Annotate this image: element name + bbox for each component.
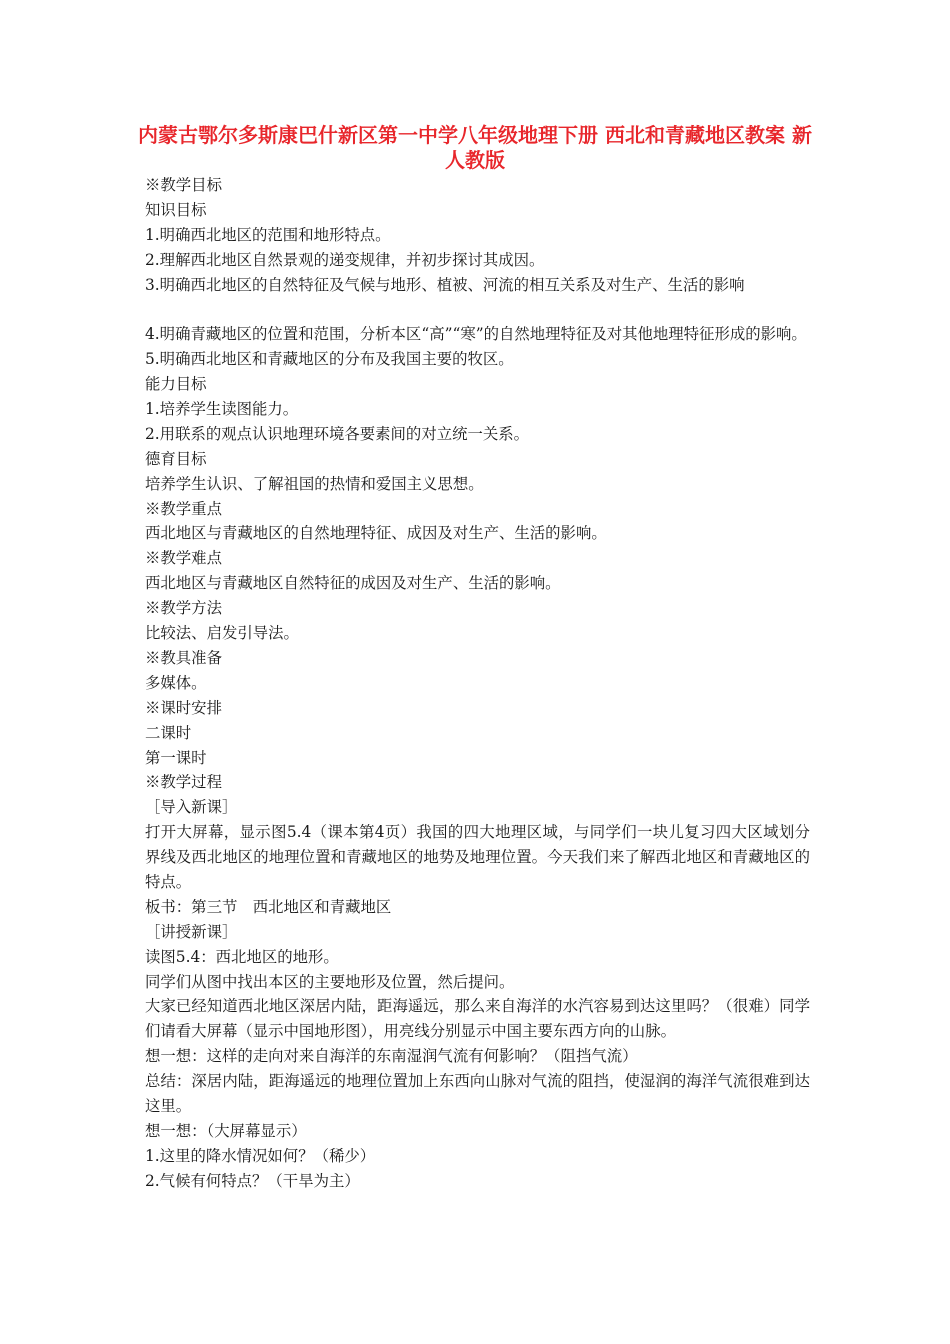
text-line: 1.明确西北地区的范围和地形特点。 [145,225,391,244]
text-line: 同学们从图中找出本区的主要地形及位置，然后提问。 [145,972,515,991]
section-heading: ※教具准备 [145,648,222,667]
bracket-heading: ［讲授新课］ [145,922,238,941]
section-heading: ※课时安排 [145,698,222,717]
sub-heading: 能力目标 [145,375,207,394]
text-line: 西北地区与青藏地区的自然地理特征、成因及对生产、生活的影响。 [145,524,607,543]
sub-heading: 知识目标 [145,200,207,219]
text-paragraph: 4.明确青藏地区的位置和范围，分析本区“高”“寒”的自然地理特征及对其他地理特征形成的影响。 [145,325,807,344]
section-heading: ※教学重点 [145,499,222,518]
document-body [145,173,810,1194]
section-heading: ※教学方法 [145,599,222,618]
text-line: 3.明确西北地区的自然特征及气候与地形、植被、河流的相互关系及对生产、生活的影响 [145,275,745,294]
text-line: 板书：第三节 西北地区和青藏地区 [145,897,392,916]
sub-heading: 德育目标 [145,449,207,468]
text-line: 1.这里的降水情况如何？（稀少） [145,1146,376,1165]
text-line: 多媒体。 [145,673,207,692]
text-line: 2.气候有何特点？（干旱为主） [145,1171,360,1190]
text-line: 第一课时 [145,748,207,767]
text-line: 想一想：这样的走向对来自海洋的东南湿润气流有何影响？（阻挡气流） [145,1047,638,1066]
text-paragraph: 大家已经知道西北地区深居内陆，距海遥远，那么来自海洋的水汽容易到达这里吗？（很难）同学们请看大屏幕（显示中国地形图），用亮线分别显示中国主要东西方向的山脉。 [145,997,810,1041]
document-title: 内蒙古鄂尔多斯康巴什新区第一中学八年级地理下册 西北和青藏地区教案 新人教版 [138,123,812,172]
text-line: 培养学生认识、了解祖国的热情和爱国主义思想。 [145,474,484,493]
text-paragraph: 打开大屏幕，显示图5.4（课本第4页）我国的四大地理区域，与同学们一块儿复习四大区域划分界线及西北地区的地理位置和青藏地区的地势及地理位置。今天我们来了解西北地区和青藏地区的特点。 [145,823,810,891]
text-line: 1.培养学生读图能力。 [145,400,299,419]
section-heading: ※教学难点 [145,549,222,568]
text-line: 西北地区与青藏地区自然特征的成因及对生产、生活的影响。 [145,574,561,593]
text-line: 想一想：（大屏幕显示） [145,1121,307,1140]
text-line: 二课时 [145,723,192,742]
blank-line [145,297,810,322]
text-line: 读图5.4：西北地区的地形。 [145,947,339,966]
text-line: 5.明确西北地区和青藏地区的分布及我国主要的牧区。 [145,350,514,369]
text-line: 2.用联系的观点认识地理环境各要素间的对立统一关系。 [145,424,530,443]
text-line: 2.理解西北地区自然景观的递变规律，并初步探讨其成因。 [145,250,545,269]
text-line: 比较法、启发引导法。 [145,624,299,643]
section-heading: ※教学过程 [145,773,222,792]
bracket-heading: ［导入新课］ [145,798,238,817]
section-heading: ※教学目标 [145,176,222,194]
text-paragraph: 总结：深居内陆，距海遥远的地理位置加上东西向山脉对气流的阻挡，使湿润的海洋气流很难到达这里。 [145,1072,810,1116]
